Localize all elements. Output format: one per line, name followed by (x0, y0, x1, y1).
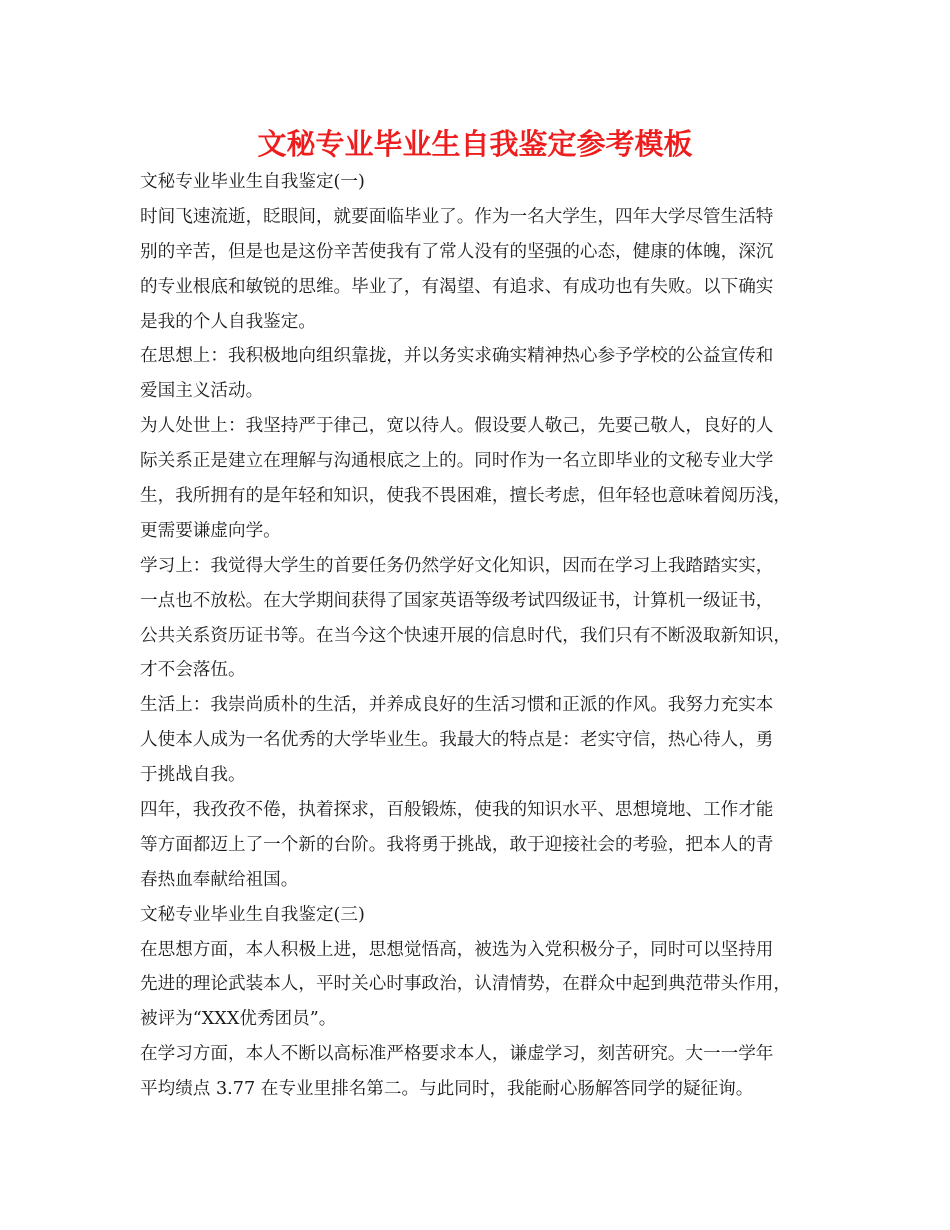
text-line: 生，我所拥有的是年轻和知识，使我不畏困难，擅长考虑，但年轻也意味着阅历浅， (140, 486, 791, 507)
document-body (140, 165, 816, 1107)
text-line: 平均绩点 3.77 在专业里排名第二。与此同时，我能耐心肠解答同学的疑征询。 (140, 1079, 754, 1100)
paragraph (140, 339, 816, 409)
text-line: 公共关系资历证书等。在当今这个快速开展的信息时代，我们只有不断汲取新知识， (140, 625, 791, 646)
text-line: 生活上：我崇尚质朴的生活，并养成良好的生活习惯和正派的作风。我努力充实本 (140, 695, 774, 716)
text-line: 被评为“XXX优秀团员”。 (140, 1009, 337, 1030)
text-line: 在思想方面，本人积极上进，思想觉悟高，被选为入党积极分子，同时可以坚持用 (140, 939, 774, 960)
paragraph (140, 200, 816, 340)
text-line: 时间飞速流逝，眨眼间，就要面临毕业了。作为一名大学生，四年大学尽管生活特 (140, 206, 774, 227)
text-line: 才不会落伍。 (140, 660, 246, 681)
paragraph (140, 165, 816, 200)
text-line: 更需要谦虚向学。 (140, 520, 281, 541)
text-line: 是我的个人自我鉴定。 (140, 311, 316, 332)
document-title: 文秘专业毕业生自我鉴定参考模板 (257, 127, 693, 161)
paragraph (140, 549, 816, 689)
text-line: 等方面都迈上了一个新的台阶。我将勇于挑战，敢于迎接社会的考验，把本人的青 (140, 834, 774, 855)
paragraph (140, 898, 816, 933)
text-line: 春热血奉献给祖国。 (140, 869, 299, 890)
text-line: 为人处世上：我坚持严于律己，宽以待人。假设要人敬己，先要己敬人，良好的人 (140, 416, 774, 437)
text-line: 际关系正是建立在理解与沟通根底之上的。同时作为一名立即毕业的文秘专业大学 (140, 451, 774, 472)
text-line: 别的辛苦，但是也是这份辛苦使我有了常人没有的坚强的心态，健康的体魄，深沉 (140, 241, 774, 262)
paragraph (140, 409, 816, 549)
text-line: 四年，我孜孜不倦，执着探求，百般锻炼，使我的知识水平、思想境地、工作才能 (140, 800, 774, 821)
text-line: 于挑战自我。 (140, 765, 246, 786)
text-line: 文秘专业毕业生自我鉴定(一) (140, 172, 365, 192)
text-line: 的专业根底和敏锐的思维。毕业了，有渴望、有追求、有成功也有失败。以下确实 (140, 276, 774, 297)
text-line: 在学习方面，本人不断以高标准严格要求本人，谦虚学习，刻苦研究。大一一学年 (140, 1044, 774, 1065)
text-line: 先进的理论武装本人，平时关心时事政治，认清情势，在群众中起到典范带头作用， (140, 974, 791, 995)
paragraph (140, 793, 816, 898)
text-line: 学习上：我觉得大学生的首要任务仍然学好文化知识，因而在学习上我踏踏实实， (140, 555, 774, 576)
paragraph (140, 688, 816, 793)
text-line: 文秘专业毕业生自我鉴定(三) (140, 904, 365, 925)
paragraph (140, 933, 816, 1038)
text-line: 爱国主义活动。 (140, 381, 264, 402)
text-line: 在思想上：我积极地向组织靠拢，并以务实求确实精神热心参予学校的公益宣传和 (140, 346, 774, 367)
text-line: 人使本人成为一名优秀的大学毕业生。我最大的特点是：老实守信，热心待人，勇 (140, 730, 774, 751)
paragraph (140, 1037, 816, 1107)
text-line: 一点也不放松。在大学期间获得了国家英语等级考试四级证书，计算机一级证书， (140, 590, 774, 611)
